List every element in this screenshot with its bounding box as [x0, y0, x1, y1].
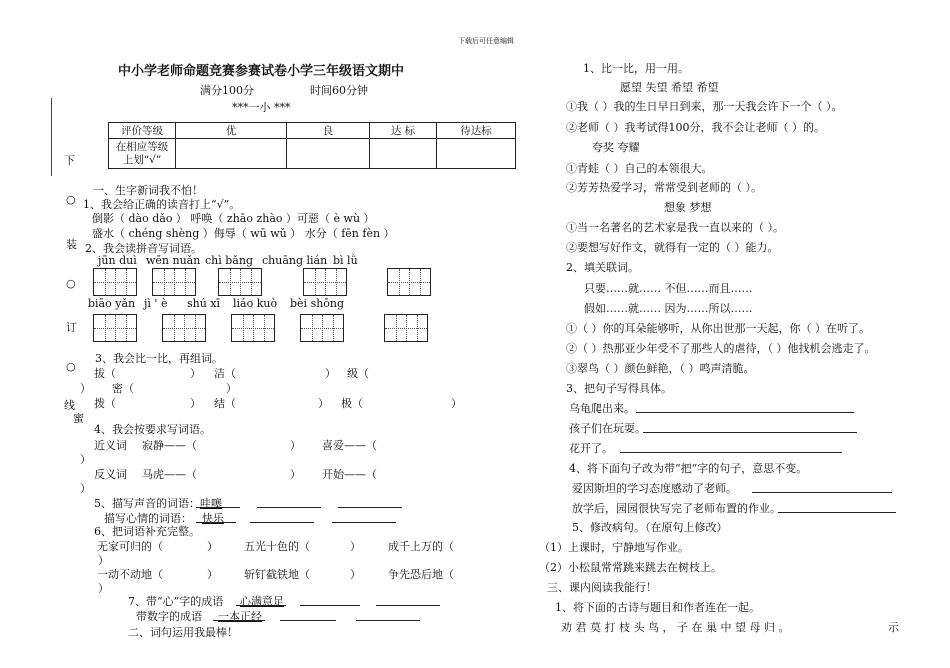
q4-r1-type: 近义词 — [94, 439, 127, 452]
r-c1[interactable]: ①当一名著名的艺术家是我一直以来的（ ）。 — [566, 221, 784, 234]
writing-box[interactable] — [231, 314, 275, 342]
r-f2-blank[interactable] — [778, 512, 896, 513]
q3-r1-a: 拔（ — [94, 367, 116, 380]
q5-line-2: 描写心情的词语： — [104, 512, 192, 525]
q2-title: 2、我会读拼音写词语。 — [85, 242, 202, 255]
grade-header-needs-work: 待达标 — [437, 123, 516, 139]
q6-r1-b: ） — [207, 540, 218, 553]
r-f2: 放学后，园园很快写完了老师布置的作业。 — [572, 502, 781, 515]
pinyin-4: chuāng lián — [262, 254, 328, 267]
grade-header-good: 良 — [287, 123, 370, 139]
section-3-title: 三、课内阅读我能行！ — [547, 581, 657, 594]
pinyin-3: chì bǎng — [205, 254, 253, 267]
grade-cell-needs-work[interactable] — [437, 139, 516, 169]
pinyin-1: jūn duì — [98, 254, 137, 267]
q6-r1-d: ） — [350, 540, 361, 553]
q6-r2-b: ） — [207, 568, 218, 581]
pinyin-7: jì ' è — [144, 297, 168, 310]
grade-cell-good[interactable] — [287, 139, 370, 169]
margin-mark-3: 装 — [66, 238, 77, 251]
q4-r1-b: ） — [290, 439, 301, 452]
r-e2: 孩子们在玩耍。 — [569, 422, 646, 435]
grade-header-label: 评价等级 — [109, 123, 176, 139]
q6-r1-e: 成千上万的（ — [388, 540, 454, 553]
r-q4-title: 4、将下面句子改为带“把“字的句子，意思不变。 — [569, 462, 808, 475]
q4-title: 4、我会按要求写词语。 — [94, 423, 211, 436]
r-e2-blank[interactable] — [643, 432, 857, 433]
q6-r1-a: 无家可归的（ — [97, 540, 163, 553]
q7-blank-2[interactable] — [376, 605, 440, 606]
r-b2[interactable]: ②芳芳热爱学习，常常受到老师的（ ）。 — [566, 181, 762, 194]
q4-r1-c: 喜爱——（ — [322, 439, 377, 452]
writing-box[interactable] — [384, 314, 428, 342]
grade-cell-excellent[interactable] — [176, 139, 287, 169]
q5-blank-0[interactable] — [196, 507, 240, 508]
r-corner-char: 示 — [888, 621, 899, 634]
q3-r1-e: 级（ — [347, 367, 369, 380]
q1-line-1[interactable]: 倒影（ dào dǎo ） 呼唤（ zhāo zhào ）可惡（ è wù ） — [92, 212, 375, 225]
q6-r2-close: ） — [98, 582, 109, 595]
grade-row-label — [109, 139, 176, 169]
q3-r1-c: 洁（ — [214, 367, 236, 380]
writing-box[interactable] — [387, 268, 431, 296]
writing-box[interactable] — [303, 268, 347, 296]
q6-title: 6、把词语补充完整。 — [94, 525, 200, 538]
section-1-title: 一、生字新词我不怕！ — [93, 184, 203, 197]
writing-box[interactable] — [93, 314, 137, 342]
writing-box[interactable] — [218, 268, 262, 296]
q5-example-2: 快乐 — [202, 512, 224, 525]
q5-example-1: 哇噻 — [200, 497, 222, 510]
q3-r2-e: 极（ — [341, 397, 363, 410]
q3-r1b-c: ） — [226, 382, 237, 395]
q1-line-2[interactable]: 盛水（ chéng shèng ）侮辱（ wū wǔ ） 水分（ fēn fèn ） — [92, 227, 395, 240]
r-words-b: 夸奖 夸耀 — [592, 141, 640, 154]
margin-mark-8: 蜜 — [73, 412, 84, 425]
q5-blank-4[interactable] — [250, 522, 314, 523]
r-q5-title: 5、修改病句。（在原句上修改） — [572, 521, 728, 534]
r-h1: 1、将下面的古诗与题目和作者连在一起。 — [555, 601, 760, 614]
q3-r2-d: ） — [318, 397, 329, 410]
r-q3-title: 3、把句子写得具体。 — [566, 382, 672, 395]
r-f1: 爱因斯坦的学习态度感动了老师。 — [572, 482, 737, 495]
q6-r2-a: 一动不动地（ — [97, 568, 163, 581]
margin-mark-2: ○ — [66, 193, 76, 206]
q3-r2-f: ） — [451, 397, 462, 410]
grade-row-label-1: 在相应等级 — [115, 140, 169, 153]
grade-header-excellent: 优 — [176, 123, 287, 139]
q3-title: 3、我会比一比，再组词。 — [95, 352, 223, 365]
r-e3: 花开了。 — [569, 442, 613, 455]
writing-box[interactable] — [152, 268, 196, 296]
pinyin-2: wēn nuǎn — [146, 254, 201, 267]
q7-line-2: 带数字的成语 — [136, 610, 202, 623]
q7-blank-5[interactable] — [356, 620, 420, 621]
r-poem-line: 劝 君 莫 打 枝 头 鸟 ， 子 在 巢 中 望 母 归 。 — [561, 621, 790, 634]
q4-r2-a: 马虎——（ — [142, 468, 197, 481]
q5-blank-5[interactable] — [332, 522, 396, 523]
pinyin-5: bì lǜ — [333, 254, 358, 267]
r-a2[interactable]: ②老师（ ）我考试得100分，我不会让老师（ ）的。 — [566, 121, 825, 134]
q7-example-1: 心满意足 — [240, 595, 284, 608]
q4-r1-a: 寂静——（ — [142, 439, 197, 452]
q3-r1-b: ） — [190, 367, 201, 380]
q6-r2-c: 斩钉截铁地（ — [244, 568, 310, 581]
q3-r1b-b: 密（ — [112, 382, 134, 395]
q7-example-2: 一本正经 — [218, 610, 262, 623]
school-line: ***一小 *** — [232, 101, 291, 114]
q6-r1-close: ） — [98, 554, 109, 567]
q4-r2-close: ） — [80, 482, 91, 495]
r-b1[interactable]: ①青蛙（ ）自己的本领很大。 — [566, 162, 713, 175]
r-conj-2: 假如……就…… 因为……所以…… — [584, 302, 753, 315]
q1-title: 1、我会给正确的读音打上“√”。 — [83, 198, 241, 211]
q7-blank-3[interactable] — [213, 620, 265, 621]
r-g2[interactable]: （2）小松鼠常常跳来跳去在树枝上。 — [539, 561, 722, 574]
q5-blank-2[interactable] — [338, 507, 402, 508]
margin-mark-5: 订 — [66, 321, 77, 334]
q6-r2-d: ） — [350, 568, 361, 581]
grade-table — [108, 122, 516, 169]
q5-blank-3[interactable] — [196, 522, 236, 523]
writing-box[interactable] — [300, 314, 344, 342]
pinyin-9: liáo kuò — [233, 297, 278, 310]
q3-r2-c: 结（ — [214, 397, 236, 410]
q5-blank-1[interactable] — [257, 507, 321, 508]
q3-r1-d: ） — [325, 367, 336, 380]
r-words-c: 想象 梦想 — [664, 201, 712, 214]
grade-row-label-2: 上划“√” — [122, 153, 162, 166]
q6-r2-e: 争先恐后地（ — [388, 568, 454, 581]
grade-cell-pass[interactable] — [370, 139, 437, 169]
q3-r1b-a: ） — [80, 382, 91, 395]
pinyin-8: shú xī — [187, 297, 221, 310]
grade-header-pass: 达 标 — [370, 123, 437, 139]
binding-line-top — [51, 98, 52, 176]
r-e3-blank[interactable] — [620, 452, 842, 453]
q4-r2-c: 开始——（ — [322, 468, 377, 481]
r-q2-title: 2、填关联词。 — [566, 261, 639, 274]
pinyin-10: bèi shōng — [290, 297, 345, 310]
header-note: 下载后可任意编辑 — [458, 37, 514, 45]
r-d1[interactable]: ①（ ）你的耳朵能够听，从你出世那一天起，你（ ）在听了。 — [566, 322, 870, 335]
q4-r2-b: ） — [290, 468, 301, 481]
r-c2[interactable]: ②要想写好作文，就得有一定的（ ）能力。 — [566, 241, 779, 254]
r-q1-title: 1、比一比，用一用。 — [583, 62, 689, 75]
margin-mark-7: 线 — [64, 399, 75, 412]
full-score: 满分100分 — [200, 84, 254, 97]
margin-mark-1: 下 — [64, 154, 75, 167]
q7-line-1: 7、带“心”字的成语 — [128, 595, 224, 608]
q5-title: 5、描写声音的词语： — [94, 497, 200, 510]
q4-r2-type: 反义词 — [94, 468, 127, 481]
r-e1-blank[interactable] — [636, 412, 854, 413]
r-e1: 乌龟爬出来。 — [569, 402, 635, 415]
pinyin-6: biāo yǎn — [88, 297, 136, 310]
q3-r2-a: 拨（ — [94, 397, 116, 410]
q7-blank-1[interactable] — [300, 605, 360, 606]
q3-r2-b: ） — [190, 397, 201, 410]
r-f1-blank[interactable] — [752, 492, 892, 493]
q6-r1-c: 五光十色的（ — [244, 540, 310, 553]
q7-blank-0[interactable] — [236, 605, 286, 606]
r-g1[interactable]: （1）上课时，宁静地写作业。 — [539, 541, 689, 554]
section-2-title: 二、词句运用我最棒！ — [128, 626, 238, 639]
q4-r1-close: ） — [80, 453, 91, 466]
r-d2[interactable]: ②（ ）热那亚少年受不了那些人的虐待，（ ）他找机会逃走了。 — [566, 342, 876, 355]
writing-box[interactable] — [93, 268, 137, 296]
q7-blank-4[interactable] — [280, 620, 336, 621]
exam-title: 中小学老师命题竞赛参赛试卷小学三年级语文期中 — [118, 64, 405, 79]
margin-mark-6: ○ — [66, 360, 76, 373]
r-a1[interactable]: ①我（ ）我的生日早日到来，那一天我会许下一个（ ）。 — [566, 100, 843, 113]
margin-mark-4: ○ — [66, 277, 76, 290]
r-d3[interactable]: ③翠鸟（ ）颜色鲜艳，（ ）鸣声清脆。 — [566, 362, 755, 375]
r-words-a: 愿望 失望 希望 希望 — [620, 81, 719, 94]
r-conj-1: 只要……就…… 不但……而且…… — [584, 282, 753, 295]
time-limit: 时间60分钟 — [310, 84, 368, 97]
writing-box[interactable] — [162, 314, 206, 342]
